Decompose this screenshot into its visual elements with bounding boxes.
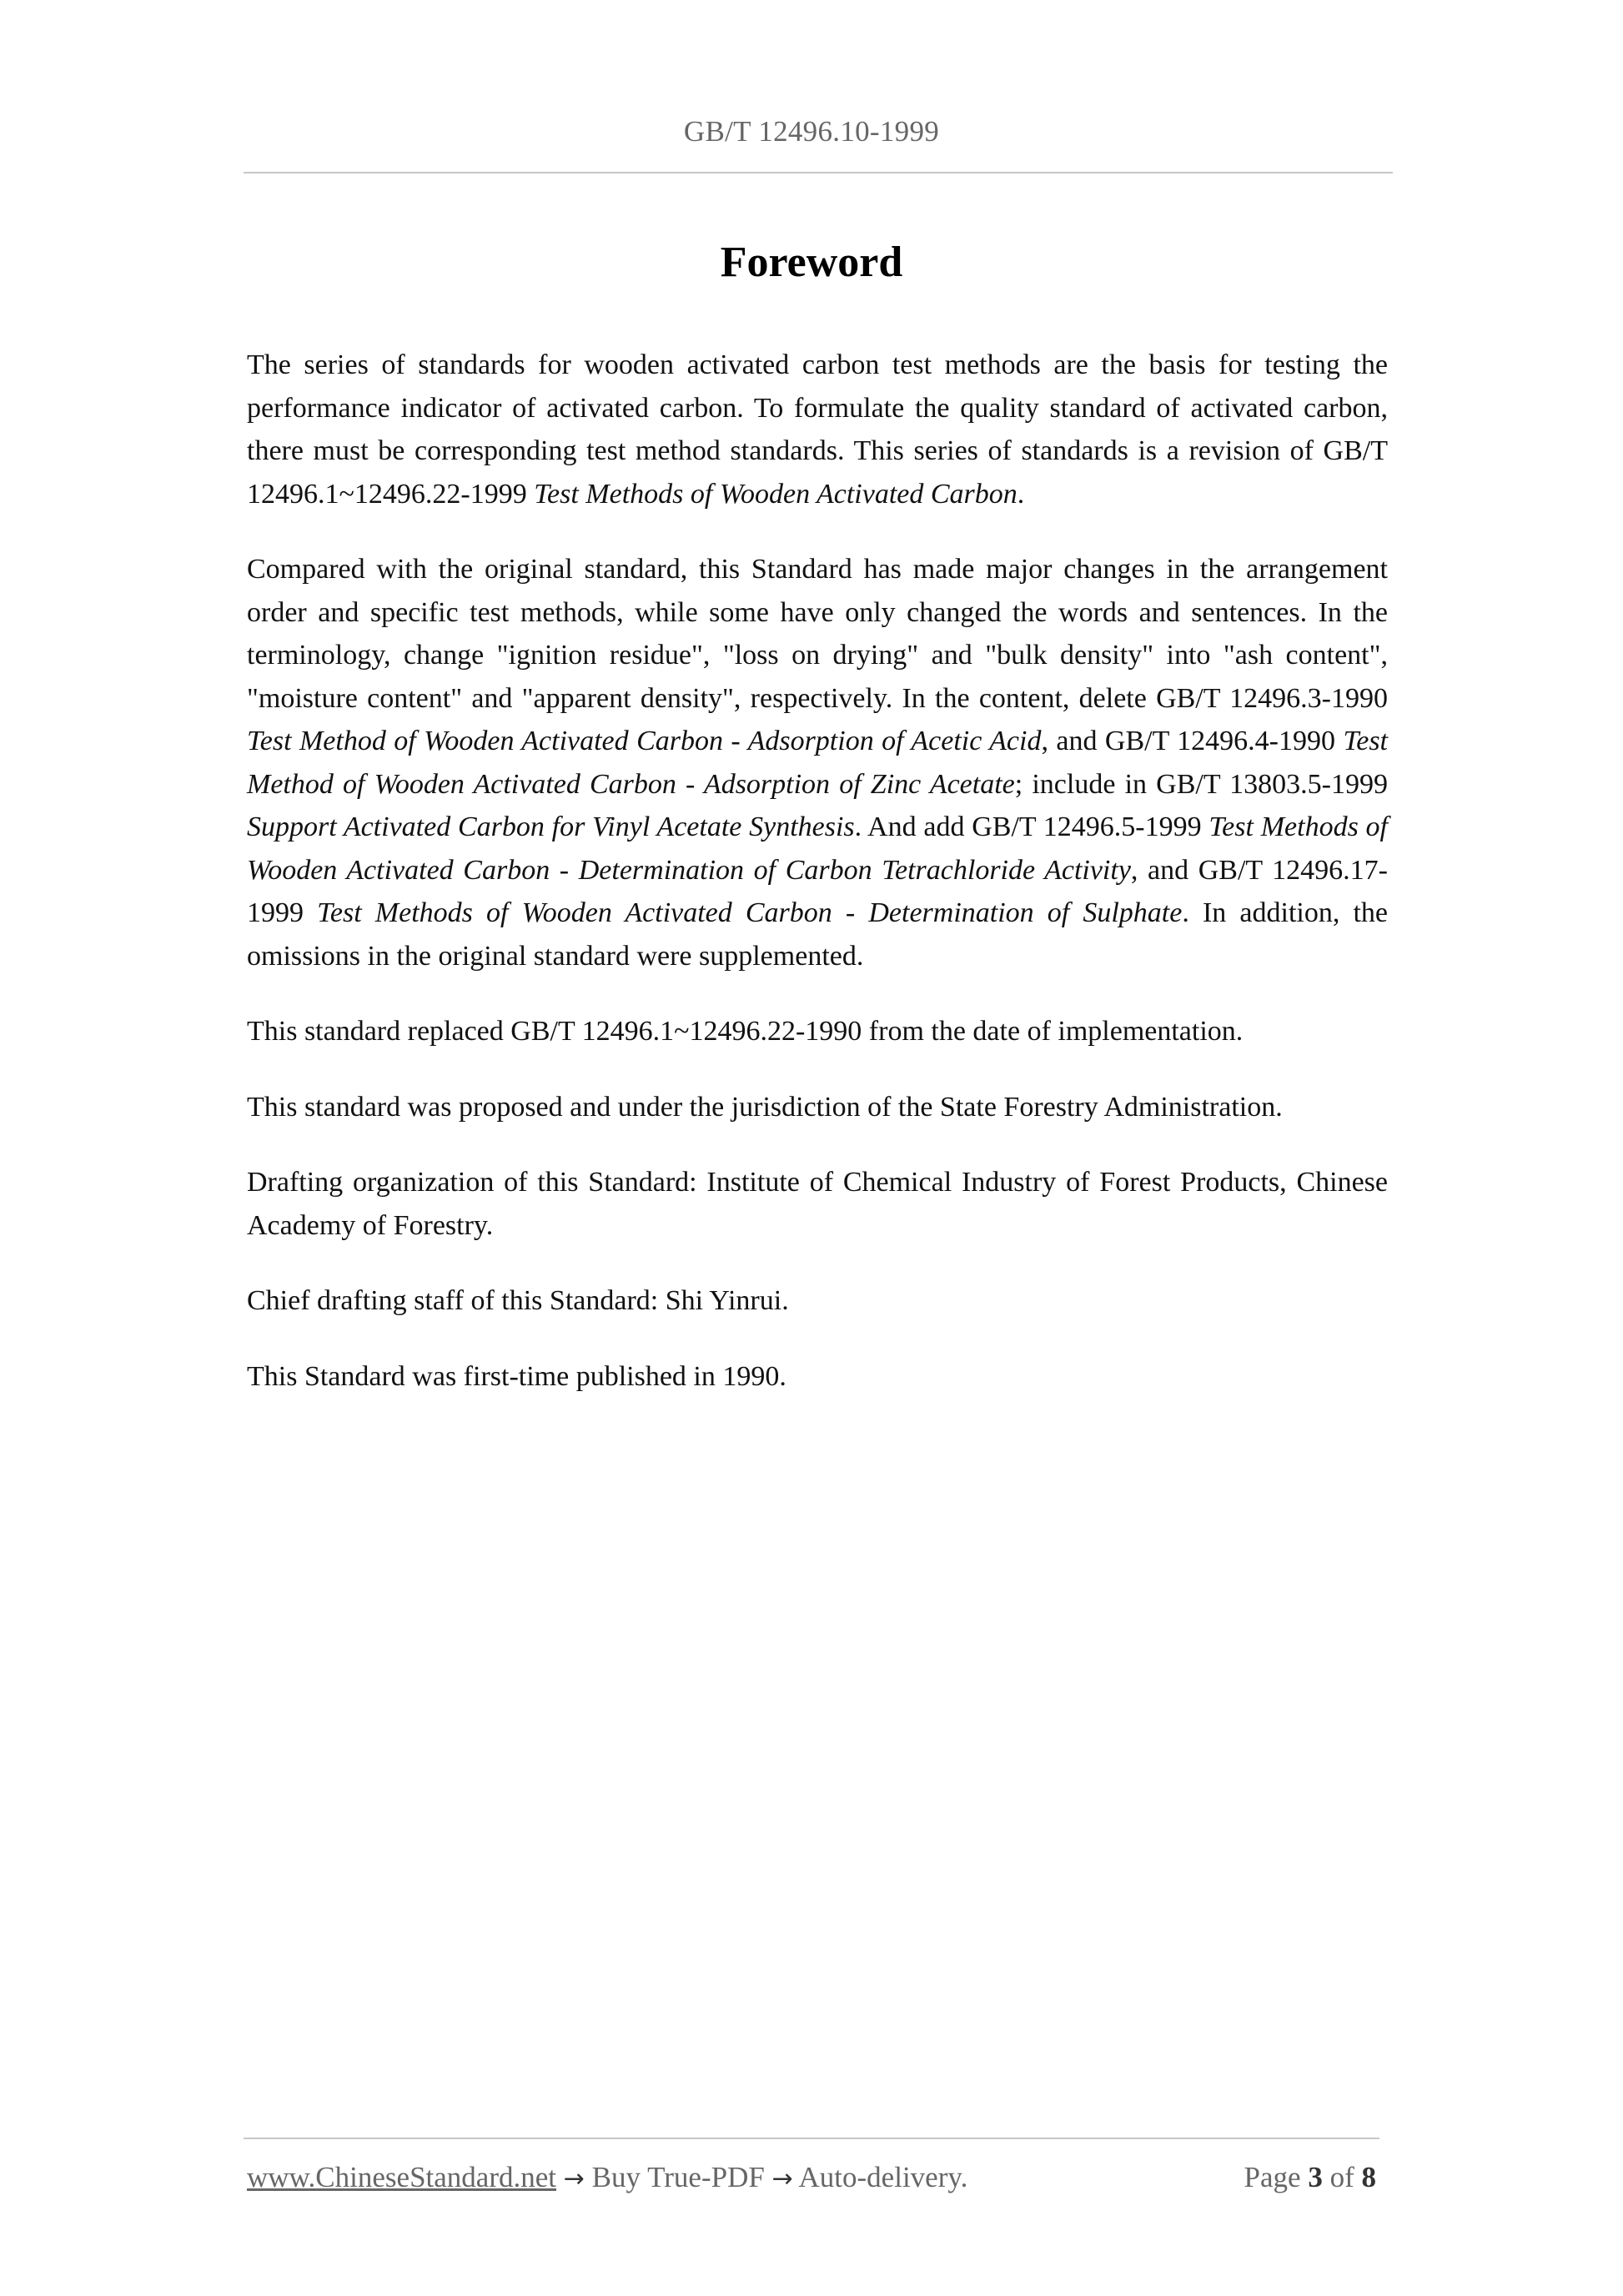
paragraph-jurisdiction: This standard was proposed and under the jurisdiction of the State Forestry Administration. <box>247 1091 1283 1123</box>
page-label: Page <box>1244 2161 1301 2193</box>
paragraph-changes <box>247 548 1388 977</box>
page-number <box>1244 2161 1376 2194</box>
standard-title-italic: Test Methods of Wooden Activated Carbon - Determination of Carbon Tetrachloride Activity <box>247 811 1388 886</box>
paragraph-first-published: This Standard was first-time published in 1990. <box>247 1360 786 1392</box>
document-body <box>247 344 1388 1430</box>
delivery-text: Auto-delivery. <box>798 2161 968 2193</box>
paragraph-drafting-staff: Chief drafting staff of this Standard: Shi Yinrui. <box>247 1285 789 1316</box>
current-page-number: 3 <box>1308 2161 1323 2193</box>
total-pages-number: 8 <box>1361 2161 1376 2193</box>
page-title: Foreword <box>720 239 903 286</box>
arrow-right-icon: → <box>771 2164 793 2193</box>
paragraph-drafting-organization: Drafting organization of this Standard: Institute of Chemical Industry of Forest Products, Chinese Academy of Forestry. <box>247 1167 1388 1241</box>
paragraph-text: The series of standards for wooden activated carbon test methods are the basis for testing the performance indicator of activated carbon. To formulate the quality standard of activated carbon, there must be corresponding test method standards. This series of standards is a revision of GB/T 12496.1~12496.22-1999 <box>247 349 1388 510</box>
standard-title-italic: Test Method of Wooden Activated Carbon - Adsorption of Acetic Acid <box>247 726 1042 756</box>
paragraph-text: Compared with the original standard, this Standard has made major changes in the arrangement order and specific test methods, while some have only changed the words and sentences. In the terminology, change "ignition residue", "loss on drying" and "bulk density" into "ash content", "moisture content" and "apparent density", respectively. In the content, delete GB/T 12496.3-1990 <box>247 554 1388 714</box>
of-label: of <box>1329 2161 1354 2193</box>
footer-promo <box>247 2161 967 2194</box>
header-divider <box>244 172 1393 173</box>
standard-title-italic: Test Methods of Wooden Activated Carbon - Determination of Sulphate <box>317 897 1183 928</box>
buy-text: Buy True-PDF <box>591 2161 765 2193</box>
paragraph-replacement: This standard replaced GB/T 12496.1~12496.22-1990 from the date of implementation. <box>247 1016 1244 1047</box>
arrow-right-icon: → <box>563 2164 585 2193</box>
paragraph-text: ; include in GB/T 13803.5-1999 <box>1014 768 1388 800</box>
standard-title-italic: Support Activated Carbon for Vinyl Acetate Synthesis <box>247 811 855 842</box>
paragraph-text: . In addition, the omissions in the original standard were supplemented. <box>247 897 1388 972</box>
running-header: GB/T 12496.10-1999 <box>683 115 940 148</box>
footer-divider <box>244 2138 1379 2139</box>
paragraph-text: . And add GB/T 12496.5-1999 <box>854 811 1209 842</box>
standard-title-italic: Test Method of Wooden Activated Carbon - Adsorption of Zinc Acetate <box>247 726 1388 800</box>
paragraph-text: , and GB/T 12496.4-1990 <box>1041 726 1344 756</box>
website-link[interactable]: www.ChineseStandard.net <box>247 2161 556 2193</box>
paragraph-text: . <box>1017 478 1025 510</box>
standard-title-italic: Test Methods of Wooden Activated Carbon <box>534 478 1018 510</box>
paragraph-text: , and GB/T 12496.17-1999 <box>247 854 1388 928</box>
paragraph-series-overview <box>247 344 1388 515</box>
